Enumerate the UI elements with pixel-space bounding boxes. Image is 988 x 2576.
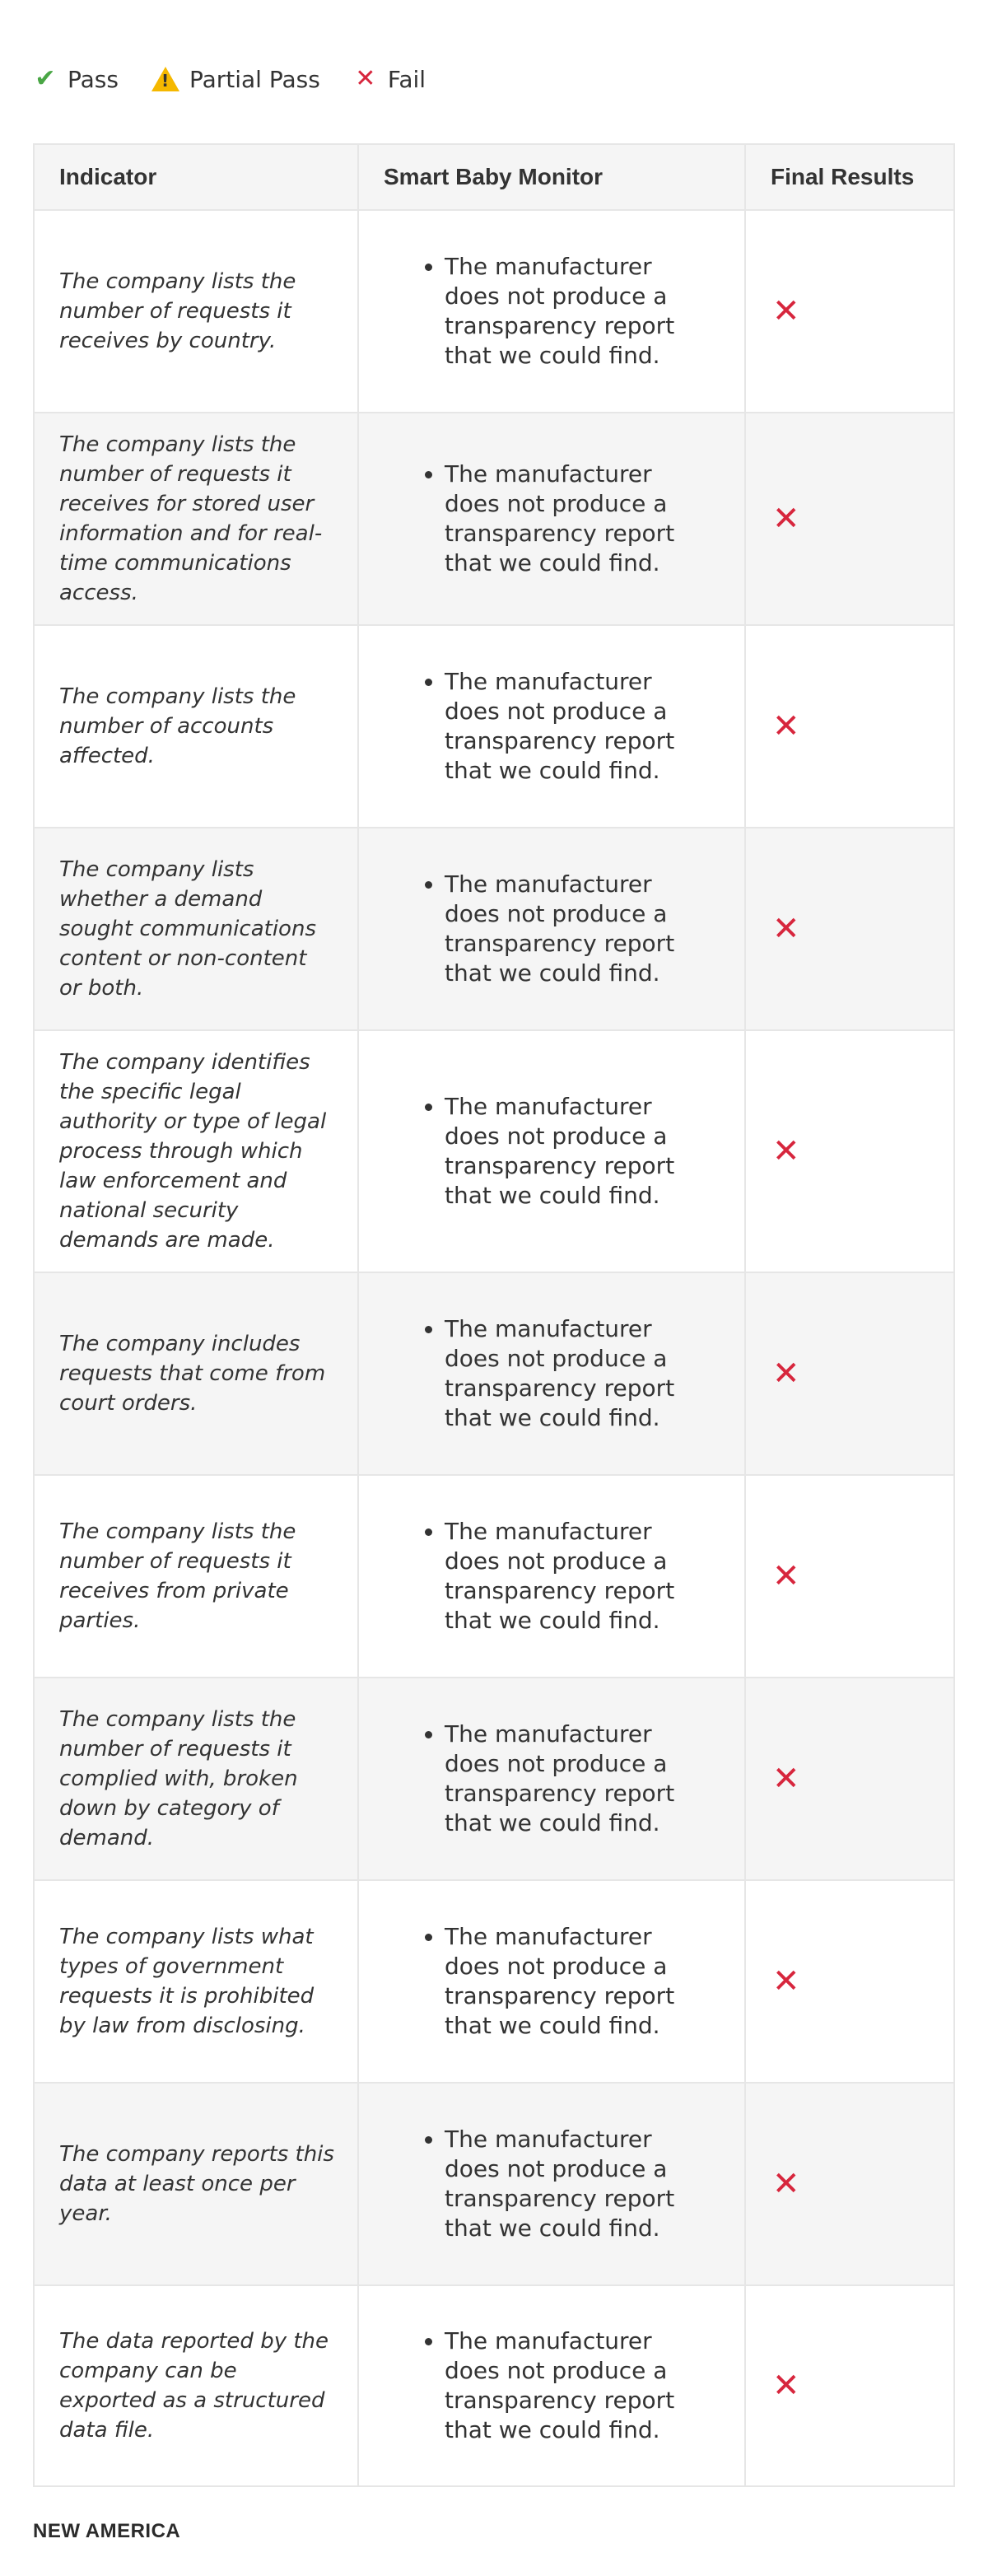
monitor-note: • The manufacturer does not produce a transparency report that we could find.	[445, 252, 711, 371]
indicator-cell: The company lists the number of accounts affected.	[35, 626, 359, 827]
monitor-note: • The manufacturer does not produce a transparency report that we could find.	[445, 667, 711, 786]
indicator-cell: The company lists what types of government requests it is prohibited by law from disclosing.	[35, 1881, 359, 2082]
table-row	[35, 211, 953, 413]
table-row	[35, 1881, 953, 2084]
monitor-note: • The manufacturer does not produce a transparency report that we could find.	[445, 2326, 711, 2445]
monitor-cell	[359, 1881, 746, 2082]
table-body	[35, 211, 953, 2485]
result-cell	[746, 828, 953, 1029]
cross-icon: ✕	[355, 64, 376, 93]
cross-icon: ✕	[772, 707, 800, 745]
table-header	[35, 145, 953, 211]
table-row	[35, 1273, 953, 1476]
monitor-cell	[359, 828, 746, 1029]
cross-icon: ✕	[772, 2165, 800, 2203]
monitor-note: • The manufacturer does not produce a transparency report that we could find.	[445, 1092, 711, 1211]
monitor-note: • The manufacturer does not produce a transparency report that we could find.	[445, 870, 711, 988]
indicator-cell: The company lists the number of requests it receives from private parties.	[35, 1476, 359, 1677]
table-row	[35, 2286, 953, 2485]
monitor-cell	[359, 211, 746, 412]
result-cell	[746, 1031, 953, 1272]
monitor-cell	[359, 1678, 746, 1879]
monitor-note: • The manufacturer does not produce a transparency report that we could find.	[445, 1517, 711, 1636]
cross-icon: ✕	[772, 910, 800, 948]
legend-fail	[353, 63, 426, 96]
monitor-note-list	[412, 1517, 711, 1636]
monitor-note-list	[412, 1720, 711, 1838]
monitor-note: • The manufacturer does not produce a transparency report that we could find.	[445, 1720, 711, 1838]
monitor-cell	[359, 2084, 746, 2284]
cross-icon: ✕	[772, 292, 800, 330]
table-row	[35, 1678, 953, 1881]
table-row	[35, 2084, 953, 2286]
indicator-cell: The company lists the number of requests it complied with, broken down by category of demand.	[35, 1678, 359, 1879]
cross-icon: ✕	[772, 1132, 800, 1170]
monitor-note: • The manufacturer does not produce a transparency report that we could find.	[445, 2125, 711, 2243]
footer-brand: NEW AMERICA	[33, 2520, 181, 2542]
legend	[33, 63, 459, 96]
result-cell	[746, 2084, 953, 2284]
result-cell	[746, 413, 953, 624]
monitor-note: • The manufacturer does not produce a transparency report that we could find.	[445, 460, 711, 578]
monitor-cell	[359, 1273, 746, 1474]
monitor-note-list	[412, 252, 711, 371]
header-indicator: Indicator	[35, 145, 359, 209]
table-row	[35, 1031, 953, 1273]
monitor-cell	[359, 626, 746, 827]
header-final-results: Final Results	[771, 164, 915, 189]
monitor-note-list	[412, 460, 711, 578]
monitor-note-list	[412, 667, 711, 786]
legend-pass-label: Pass	[68, 65, 119, 93]
monitor-note-list	[412, 1922, 711, 2041]
monitor-cell	[359, 413, 746, 624]
table-row	[35, 828, 953, 1031]
table-row	[35, 413, 953, 626]
monitor-note-list	[412, 2326, 711, 2445]
cross-icon: ✕	[772, 1962, 800, 2000]
monitor-cell	[359, 1476, 746, 1677]
warning-icon	[151, 67, 179, 91]
indicator-cell: The company lists the number of requests it receives for stored user information and for real-time communications access.	[35, 413, 359, 624]
monitor-cell	[359, 2286, 746, 2485]
monitor-note-list	[412, 870, 711, 988]
table-row	[35, 1476, 953, 1678]
cross-icon: ✕	[772, 2367, 800, 2405]
indicator-cell: The data reported by the company can be exported as a structured data file.	[35, 2286, 359, 2485]
check-icon: ✔	[35, 64, 56, 93]
result-cell	[746, 2286, 953, 2485]
result-cell	[746, 626, 953, 827]
indicator-cell: The company reports this data at least once per year.	[35, 2084, 359, 2284]
monitor-note-list	[412, 2125, 711, 2243]
monitor-note: • The manufacturer does not produce a transparency report that we could find.	[445, 1922, 711, 2041]
result-cell	[746, 1273, 953, 1474]
legend-partial	[151, 66, 320, 93]
results-table	[33, 143, 955, 2487]
result-cell	[746, 1476, 953, 1677]
indicator-cell: The company identifies the specific legal authority or type of legal process through which law enforcement and national security demands are made.	[35, 1031, 359, 1272]
cross-icon: ✕	[772, 500, 800, 538]
result-cell	[746, 1678, 953, 1879]
legend-partial-label: Partial Pass	[189, 65, 320, 93]
indicator-cell: The company includes requests that come from court orders.	[35, 1273, 359, 1474]
table-row	[35, 626, 953, 828]
result-cell	[746, 1881, 953, 2082]
legend-fail-label: Fail	[387, 65, 426, 93]
monitor-note: • The manufacturer does not produce a transparency report that we could find.	[445, 1314, 711, 1433]
monitor-cell	[359, 1031, 746, 1272]
cross-icon: ✕	[772, 1557, 800, 1595]
header-smart-baby-monitor: Smart Baby Monitor	[359, 145, 746, 209]
cross-icon: ✕	[772, 1760, 800, 1798]
monitor-note-list	[412, 1092, 711, 1211]
result-cell	[746, 211, 953, 412]
cross-icon: ✕	[772, 1355, 800, 1393]
indicator-cell: The company lists the number of requests it receives by country.	[35, 211, 359, 412]
legend-pass	[33, 63, 119, 96]
monitor-note-list	[412, 1314, 711, 1433]
indicator-cell: The company lists whether a demand sought communications content or non-content or both.	[35, 828, 359, 1029]
